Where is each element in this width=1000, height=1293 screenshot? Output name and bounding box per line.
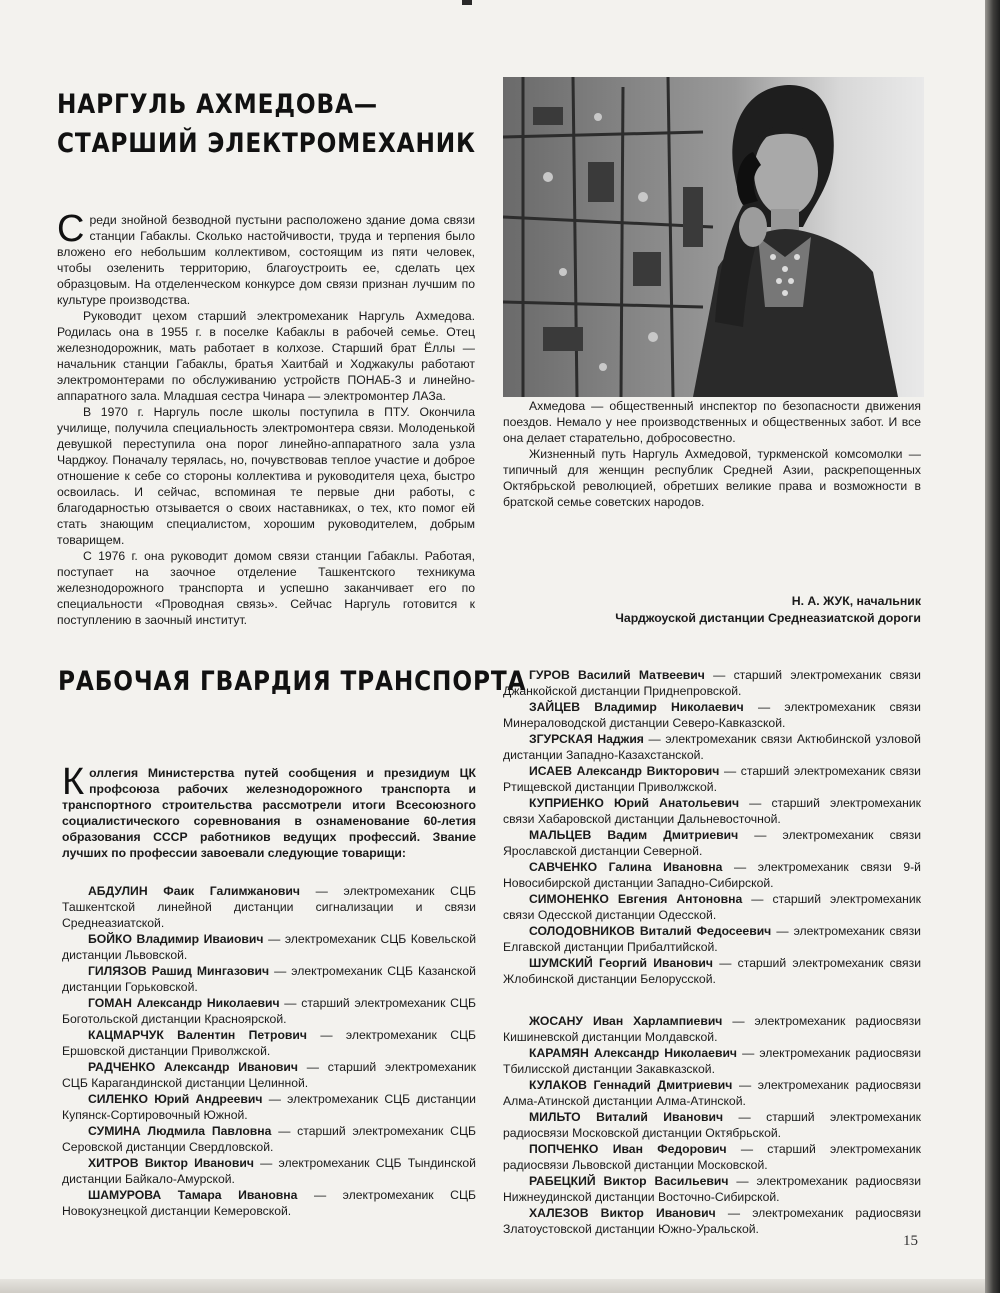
article1-right-column [503,398,921,510]
article1-paragraph-6: Жизненный путь Наргуль Ахмедовой, туркменской комсомолки — типичный для женщин республик Средней Азии, раскрепощенных Октябрьской революцией, обретших великие права и возможности в братской семье советских народов. [503,447,921,509]
award-entry: ЗАЙЦЕВ Владимир Николаевич — электромеханик связи Минераловодской дистанции Северо-Кавказской. [503,700,921,730]
award-entry: СУМИНА Людмила Павловна — старший электромеханик СЦБ Серовской дистанции Свердловской. [62,1124,476,1154]
author-position: Чарджоуской дистанции Среднеазиатской дороги [615,611,921,625]
award-entry: СИЛЕНКО Юрий Андреевич — электромеханик СЦБ дистанции Купянск-Сортировочный Южной. [62,1092,476,1122]
award-entry: ХАЛЕЗОВ Виктор Иванович — электромеханик радиосвязи Златоустовской дистанции Южно-Уральской. [503,1206,921,1236]
award-entry: ПОПЧЕНКО Иван Федорович — старший электромеханик радиосвязи Львовской дистанции Московской. [503,1142,921,1172]
award-entry: КАЦМАРЧУК Валентин Петрович — электромеханик СЦБ Ершовской дистанции Приволжской. [62,1028,477,1058]
award-entry: МАЛЬЦЕВ Вадим Дмитриевич — электромеханик связи Ярославской дистанции Северной. [503,828,922,858]
article1-paragraph-4: С 1976 г. она руководит домом связи станции Габаклы. Работая, поступает на заочное отделение Ташкентского техникума железнодорожного транспорта и успешно заканчивает его по специальности «Проводная связь». Сейчас Наргуль готовится к поступлению в заочный институт. [57,549,475,627]
article2-right-column [503,667,921,1237]
article2-dropcap: К [62,761,85,803]
article1-paragraph-1: Среди знойной безводной пустыни расположено здание дома связи станции Габаклы. Сколько настойчивости, труда и терпения было вложено его небольшим коллективом, состоящим из пяти человек, чтобы озеленить территорию, благоустроить ее, сделать цех образцовым. На отделенческом конкурсе дом связи признан лучшим по культуре производства. [57,208,475,307]
article1-author [503,593,921,627]
article1-title [57,85,476,163]
portrait-photo [503,77,924,397]
award-list-left [62,883,476,1219]
article2-left-column [62,761,477,1219]
page-number: 15 [903,1233,918,1249]
award-entry: БОЙКО Владимир Иваиович — электромеханик СЦБ Ковельской дистанции Львовской. [62,932,477,962]
award-entry: ГОМАН Александр Николаевич — старший электромеханик СЦБ Боготольской дистанции Красноярской. [62,996,476,1026]
award-entry: КУЛАКОВ Геннадий Дмитриевич — электромеханик радиосвязи Алма-Атинской дистанции Алма-Атинской. [503,1078,921,1108]
award-list-radio [503,1013,921,1237]
article2-lead: Коллегия Министерства путей сообщения и президиум ЦК профсоюза рабочих железнодорожного транспорта и транспортного строительства рассмотрели итоги Всесоюзного социалистического соревнования в ознаменование 60-летия образования СССР работников ведущих профессий. Звание лучших по профессии завоевали следующие товарищи: [62,761,476,860]
award-entry: КУПРИЕНКО Юрий Анатольевич — старший электромеханик связи Хабаровской дистанции Дальневосточной. [503,796,921,826]
woman-telephone-image [503,77,924,397]
author-name: Н. А. ЖУК, начальник [791,594,921,608]
award-entry: ГИЛЯЗОВ Рашид Мингазович — электромеханик СЦБ Казанской дистанции Горьковской. [62,964,476,994]
award-entry: РАДЧЕНКО Александр Иванович — старший электромеханик СЦБ Карагандинской дистанции Целинной. [62,1060,476,1090]
award-list-communications [503,667,921,987]
article1-dropcap: С [57,208,85,250]
award-entry: СОЛОДОВНИКОВ Виталий Федосеевич — электромеханик связи Елгавской дистанции Прибалтийской. [503,924,921,954]
article1-paragraph-2: Руководит цехом старший электромеханик Наргуль Ахмедова. Родилась она в 1955 г. в поселке Кабаклы в рабочей семье. Отец железнодорожник, мать работает в колхозе. Старший брат Ёллы — начальник станции Габаклы, братья Хаитбай и Ходжакулы работают электромонтерами по обслуживанию устройств ПОНАБ-3 и линейно-аппаратного зала. Младшая сестра Чинара — электромонтер ЛАЗа. [57,309,475,403]
award-entry: МИЛЬТО Виталий Иванович — старший электромеханик радиосвязи Московской дистанции Октябрьской. [503,1110,922,1140]
award-entry: ИСАЕВ Александр Викторович — старший электромеханик связи Ртищевской дистанции Приволжской. [503,764,921,794]
article1-paragraph-5: Ахмедова — общественный инспектор по безопасности движения поездов. Немало у нее производственных и общественных забот. И все она делает старательно, добросовестно. [503,399,921,445]
award-entry: КАРАМЯН Александр Николаевич — электромеханик радиосвязи Тбилисской дистанции Закавказской. [503,1046,921,1076]
award-entry: ЗГУРСКАЯ Наджия — электромеханик связи Актюбинской узловой дистанции Западно-Казахстанской. [503,732,921,762]
award-entry: ШУМСКИЙ Георгий Иванович — старший электромеханик связи Жлобинской дистанции Белорусской. [503,956,921,986]
article1-left-column [57,208,475,628]
article1-title-line1: НАРГУЛЬ АХМЕДОВА— [57,89,378,120]
award-entry: АБДУЛИН Фаик Галимжанович — электромеханик СЦБ Ташкентской линейной дистанции сигнализации и связи Среднеазиатской. [62,884,476,930]
article2-title: РАБОЧАЯ ГВАРДИЯ ТРАНСПОРТА [58,666,527,697]
award-entry: РАБЕЦКИЙ Виктор Васильевич — электромеханик радиосвязи Нижнеудинской дистанции Восточно-Сибирской. [503,1174,921,1204]
award-entry: САВЧЕНКО Галина Ивановна — электромеханик связи 9-й Новосибирской дистанции Западно-Сибирской. [503,860,921,890]
award-entry: ГУРОВ Василий Матвеевич — старший электромеханик связи Джанкойской дистанции Приднепровской. [503,668,921,698]
article1-paragraph-3: В 1970 г. Наргуль после школы поступила в ПТУ. Окончила училище, получила специальность электромонтера связи. Молоденькой девушкой переступила она порог линейно-аппаратного зала узла Чарджоу. Поначалу терялась, но, почувствовав теплое участие и доброе отношение к себе со стороны коллектива и руководителя цеха, быстро освоилась. И сейчас, вспоминая те первые дни работы, с благодарностью отзывается о своих наставниках, о тех, кто помог ей стать знающим специалистом, хорошим руководителем, добрым товарищем. [57,405,475,547]
award-entry: СИМОНЕНКО Евгения Антоновна — старший электромеханик связи Одесской дистанции Одесской. [503,892,921,922]
top-mark [462,0,472,5]
binding-edge [985,0,1000,1293]
award-entry: ЖОСАНУ Иван Харлампиевич — электромеханик радиосвязи Кишиневской дистанции Молдавской. [503,1014,921,1044]
bottom-margin-strip [0,1279,985,1293]
award-entry: ХИТРОВ Виктор Иванович — электромеханик СЦБ Тындинской дистанции Байкало-Амурской. [62,1156,476,1186]
award-entry: ШАМУРОВА Тамара Ивановна — электромеханик СЦБ Новокузнецкой дистанции Кемеровской. [62,1188,476,1218]
article1-title-line2: СТАРШИЙ ЭЛЕКТРОМЕХАНИК [57,128,476,159]
